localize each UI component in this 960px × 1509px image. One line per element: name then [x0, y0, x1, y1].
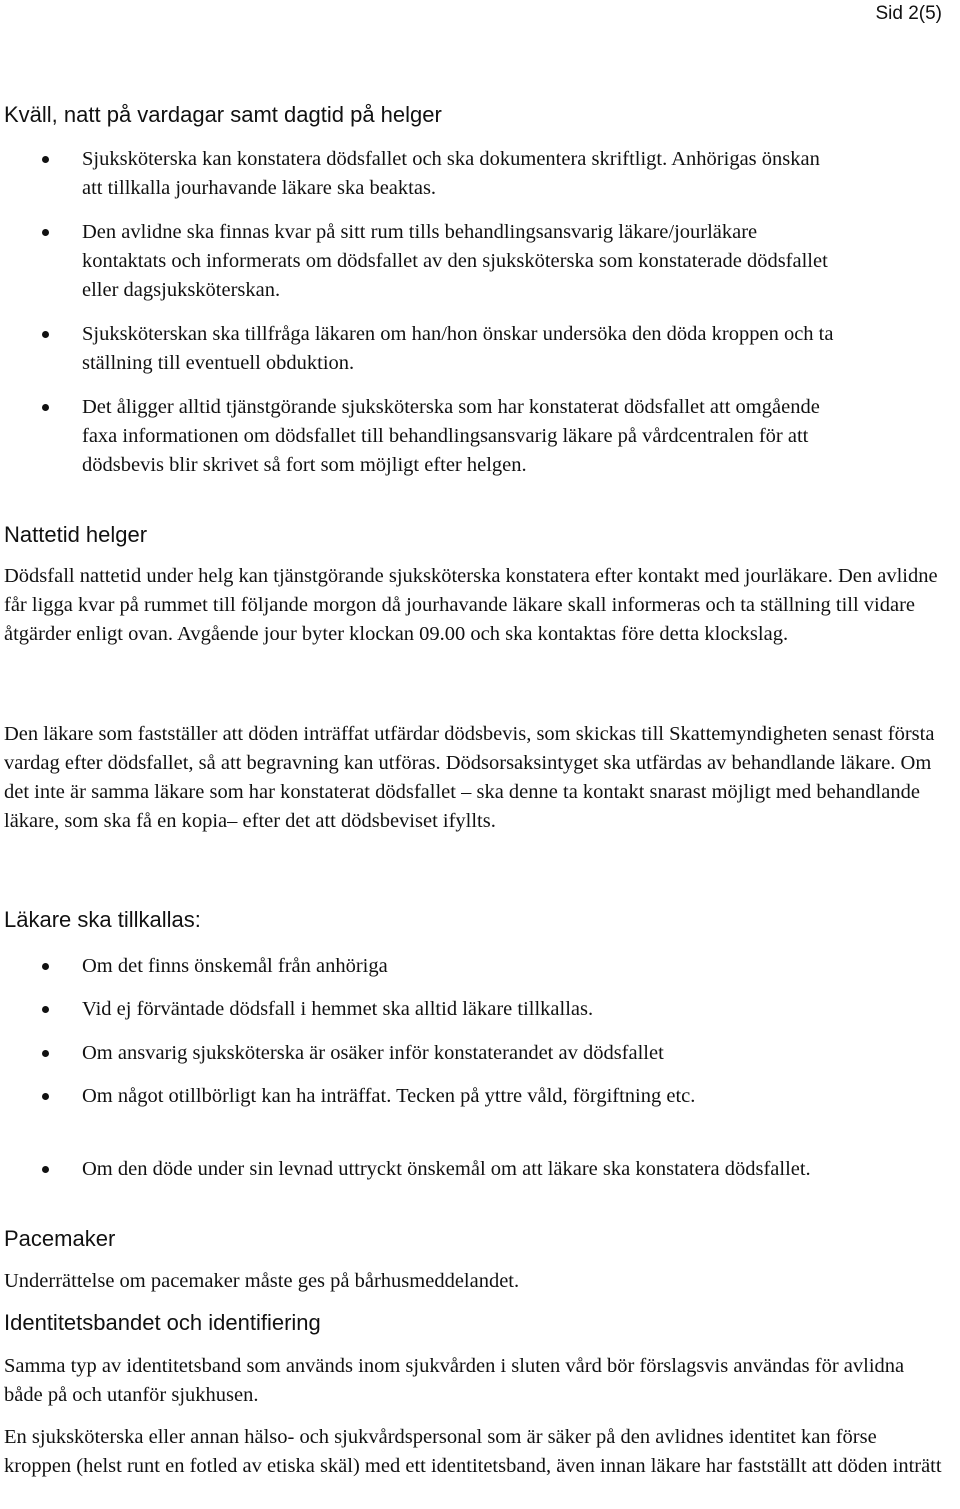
heading-evening: Kväll, natt på vardagar samt dagtid på helger [4, 102, 442, 127]
paragraph: Dödsfall nattetid under helg kan tjänstgörande sjuksköterska konstatera efter kontakt med jourläkare. Den avlidne får ligga kvar på rummet till följande morgon då jourhavande läkare skall informeras och ta ställning till vidare åtgärder enligt ovan. Avgående jour byter klockan 09.00 och ska kontaktas före detta klockslag. [4, 565, 938, 645]
list-item: Om ansvarig sjuksköterska är osäker inför konstaterandet av dödsfallet [82, 1039, 842, 1068]
list-item: Om den döde under sin levnad uttryckt önskemål om att läkare ska konstatera dödsfallet. [82, 1155, 842, 1184]
page-number: Sid 2(5) [875, 3, 942, 24]
list-item: Om något otillbörligt kan ha inträffat. Tecken på yttre våld, förgiftning etc. [82, 1082, 842, 1111]
paragraph: Underrättelse om pacemaker måste ges på bårhusmeddelandet. [4, 1270, 520, 1292]
heading-pacemaker: Pacemaker [4, 1226, 116, 1251]
paragraph: En sjuksköterska eller annan hälso- och sjukvårdspersonal som är säker på den avlidnes identitet kan förse kroppen (helst runt en fotled av etiska skäl) med ett identitetsband, även innan läkare har fastställt att döden inträtt [4, 1426, 942, 1477]
heading-night: Nattetid helger [4, 522, 148, 547]
list-item: Om det finns önskemål från anhöriga [82, 952, 842, 981]
list-item: Sjuksköterska kan konstatera dödsfallet och ska dokumentera skriftligt. Anhörigas önskan att tillkalla jourhavande läkare ska beaktas. [82, 145, 842, 203]
paragraph: Den läkare som fastställer att döden inträffat utfärdar dödsbevis, som skickas till Skattemyndigheten senast första vardag efter dödsfallet, så att begravning kan utföras. Dödsorsaksintyget ska utfärdas av behandlande läkare. Om det inte är samma läkare som har konstaterat dödsfallet – ska denne ta kontakt snarast möjligt med behandlande läkare, som ska få en kopia– efter det att dödsbeviset ifyllts. [4, 723, 935, 832]
list-item: Den avlidne ska finnas kvar på sitt rum tills behandlingsansvarig läkare/jourläkare kontaktats och informerats om dödsfallet av den sjuksköterska som konstaterade dödsfallet eller dagsjuksköterskan. [82, 218, 842, 305]
list-item: Sjuksköterskan ska tillfråga läkaren om han/hon önskar undersöka den döda kroppen och ta ställning till eventuell obduktion. [82, 320, 842, 378]
list-item: Det åligger alltid tjänstgörande sjuksköterska som har konstaterat dödsfallet att omgående faxa informationen om dödsfallet till behandlingsansvarig läkare på vårdcentralen för att dödsbevis blir skrivet så fort som möjligt efter helgen. [82, 393, 842, 480]
paragraph: Samma typ av identitetsband som används inom sjukvården i sluten vård bör förslagsvis användas för avlidna både på och utanför sjukhusen. [4, 1355, 905, 1406]
heading-doctor: Läkare ska tillkallas: [4, 907, 201, 932]
list-item: Vid ej förväntade dödsfall i hemmet ska alltid läkare tillkallas. [82, 995, 842, 1024]
heading-identity: Identitetsbandet och identifiering [4, 1310, 321, 1335]
